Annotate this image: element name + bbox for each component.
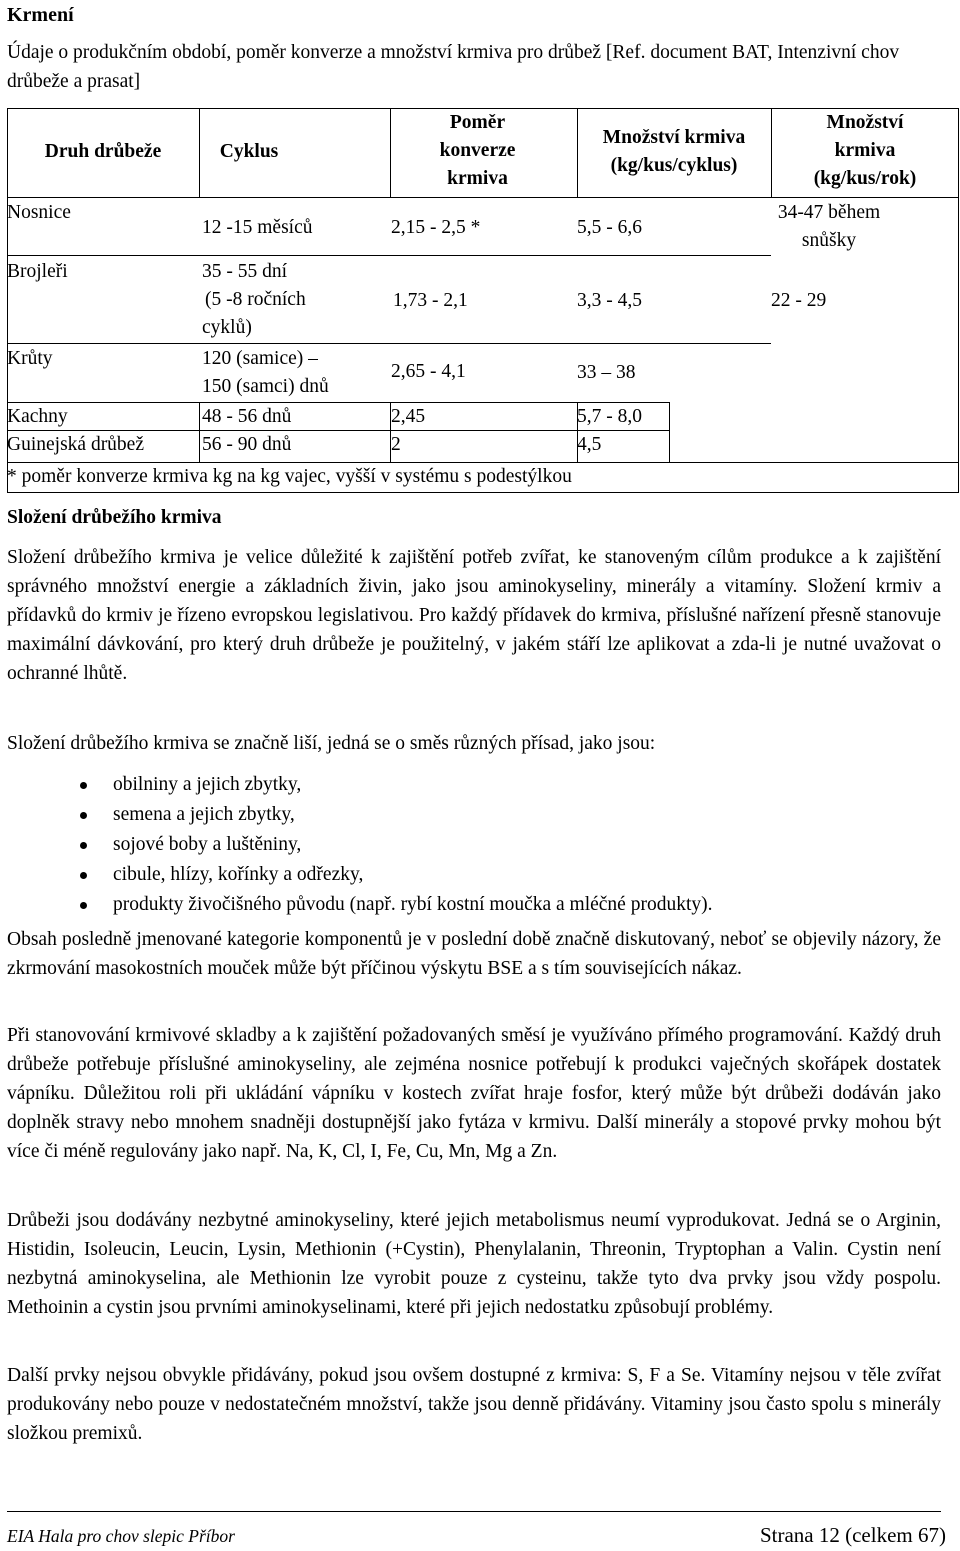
feed-table bbox=[7, 108, 959, 493]
cell-pomer: 2,15 - 2,5 * bbox=[391, 217, 481, 238]
list-item-text: cibule, hlízy, kořínky a odřezky, bbox=[113, 864, 364, 885]
footer-document-name: EIA Hala pro chov slepic Příbor bbox=[7, 1526, 235, 1546]
cell-druh: Kachny bbox=[7, 406, 68, 427]
ingredient-list bbox=[7, 770, 713, 920]
list-item-text: sojové boby a luštěniny, bbox=[113, 834, 302, 855]
cell-druh: Krůty bbox=[7, 348, 53, 369]
paragraph: Složení drůbežího krmiva je velice důležité k zajištění potřeb zvířat, ke stanoveným cílům produkce a k zajištění správného množství energie a základních živin, jako jsou aminokyseliny, minerály a vitamíny. Složení krmiv a přídavků do krmiv je řízeno evropskou legislativou. Pro každý přídavek do krmiva, příslušné nařízení přesně stanovuje maximální dávkování, pro který druh drůbeže je použitelný, v jakém stáří lze aplikovat a zda-li je nutné uvažovat o ochranné lhůtě. bbox=[7, 547, 941, 684]
footer-page-number: Strana 12 (celkem 67) bbox=[759, 1523, 946, 1547]
header-line: (kg/kus/rok) bbox=[813, 168, 917, 189]
cell-cyklus: 12 -15 měsíců bbox=[202, 217, 313, 238]
header-druh: Druh drůbeže bbox=[44, 141, 162, 162]
header-line: (kg/kus/cyklus) bbox=[610, 155, 738, 176]
list-item-text: semena a jejich zbytky, bbox=[113, 804, 295, 825]
cell-druh: Nosnice bbox=[7, 202, 71, 223]
cell-cyklus: 48 - 56 dnů bbox=[202, 406, 292, 427]
header-pomer-line: konverze bbox=[439, 140, 516, 161]
paragraph: Při stanovování krmivové skladby a k zajištění požadovaných směsí je využíváno přímého programování. Každý druh drůbeže potřebuje příslušné aminokyseliny, ale zejména nosnice potřebují k produkci vaječných skořápek dostatek vápníku. Důležitou roli při ukládání vápníku v kostech zvířat hraje fosfor, který může být drůbeži dodáván jako doplněk stravy nebo mnohem snadněji dostupnější jako fytáza v krmivu. Další minerály a stopové prvky mohou být více či méně regulovány jako např. Na, K, Cl, I, Fe, Cu, Mn, Mg a Zn. bbox=[7, 1025, 941, 1162]
cell-cyklus-line: 35 - 55 dní bbox=[202, 261, 288, 282]
section-title: Složení drůbežího krmiva bbox=[7, 507, 222, 528]
cell-pomer: 2,45 bbox=[391, 406, 426, 427]
list-item bbox=[7, 800, 713, 830]
table-footnote: * poměr konverze krmiva kg na kg vajec, vyšší v systému s podestýlkou bbox=[7, 466, 572, 487]
table-divider bbox=[7, 430, 669, 431]
cell-mnozstvi: 5,5 - 6,6 bbox=[577, 217, 642, 238]
header-pomer-line: krmiva bbox=[447, 168, 508, 189]
header-line: krmiva bbox=[834, 140, 896, 161]
bullet-icon bbox=[80, 782, 87, 789]
cell-mnozstvi: 3,3 - 4,5 bbox=[577, 290, 642, 311]
paragraph: Obsah posledně jmenované kategorie komponentů je v poslední době značně diskutovaný, neboť se objevily názory, že zkrmování masokostních mouček může být příčinou výskytu BSE a s tím souvisejících nákaz. bbox=[7, 929, 941, 979]
cell-rok-line: snůšky bbox=[801, 230, 857, 251]
header-line: Množství krmiva bbox=[602, 127, 746, 148]
cell-rok bbox=[771, 199, 887, 255]
list-item bbox=[7, 860, 713, 890]
page-title: Krmení bbox=[7, 4, 74, 26]
header-mnozstvi-rok bbox=[771, 109, 959, 193]
bullet-icon bbox=[80, 902, 87, 909]
cell-cyklus-line: (5 -8 ročních bbox=[205, 289, 306, 310]
cell-pomer: 2,65 - 4,1 bbox=[391, 361, 466, 382]
cell-mnozstvi: 33 – 38 bbox=[577, 362, 636, 383]
cell-mnozstvi: 5,7 - 8,0 bbox=[577, 406, 642, 427]
table-divider bbox=[7, 197, 959, 198]
cell-cyklus: 56 - 90 dnů bbox=[202, 434, 292, 455]
table-divider bbox=[7, 343, 771, 344]
table-divider bbox=[390, 402, 391, 462]
bullet-icon bbox=[80, 812, 87, 819]
list-item-text: produkty živočišného původu (např. rybí kostní moučka a mléčné produkty). bbox=[113, 894, 713, 915]
cell-druh: Guinejská drůbež bbox=[7, 434, 144, 455]
intro-text: Údaje o produkčním období, poměr konverze a množství krmiva pro drůbež [Ref. document BAT, Intenzivní chov drůbeže a prasat] bbox=[7, 42, 900, 92]
paragraph: Drůbeži jsou dodávány nezbytné aminokyseliny, které jejich metabolismus neumí vyprodukovat. Jedná se o Arginin, Histidin, Isoleucin, Leucin, Lysin, Methionin (+Cystin), Phenylalanin, Threonin, Tryptophan a Valin. Cystin není nezbytná aminokyselina, ale Methionin lze vyrobit pouze z cysteinu, takže tyto dva prvky jsou vždy pospolu. Methoinin a cystin jsou prvními aminokyselinami, které při jejich nedostatku způsobují problémy. bbox=[7, 1210, 941, 1318]
list-item bbox=[7, 770, 713, 800]
list-item bbox=[7, 890, 713, 920]
table-divider bbox=[669, 402, 670, 462]
list-item-text: obilniny a jejich zbytky, bbox=[113, 774, 302, 795]
list-item bbox=[7, 830, 713, 860]
bullet-icon bbox=[80, 842, 87, 849]
cell-cyklus-line: 120 (samice) – bbox=[202, 348, 318, 369]
table-divider bbox=[577, 402, 578, 462]
bullet-icon bbox=[80, 872, 87, 879]
header-cyklus: Cyklus bbox=[219, 141, 279, 162]
header-pomer bbox=[390, 109, 565, 193]
cell-pomer: 2 bbox=[391, 434, 401, 455]
cell-cyklus bbox=[202, 345, 329, 401]
cell-druh: Brojleři bbox=[7, 261, 68, 282]
header-mnozstvi-cyklus bbox=[577, 124, 771, 180]
cell-pomer: 1,73 - 2,1 bbox=[393, 290, 468, 311]
cell-cyklus-line: cyklů) bbox=[202, 317, 252, 338]
table-divider bbox=[7, 402, 669, 403]
cell-cyklus bbox=[202, 258, 306, 342]
header-line: Množství bbox=[826, 112, 904, 133]
paragraph: Další prvky nejsou obvykle přidávány, pokud jsou ovšem dostupné z krmiva: S, F a Se. Vitamíny nejsou v těle zvířat produkovány nebo pouze v nedostatečném množství, takže jsou denně přidávány. Vitaminy jsou často spolu s minerály složkou premixů. bbox=[7, 1365, 941, 1444]
cell-mnozstvi: 4,5 bbox=[577, 434, 602, 455]
table-divider bbox=[7, 255, 771, 256]
cell-rok: 22 - 29 bbox=[771, 290, 827, 311]
header-pomer-line: Poměr bbox=[449, 112, 506, 133]
table-divider bbox=[199, 402, 200, 462]
cell-cyklus-line: 150 (samci) dnů bbox=[202, 376, 329, 397]
paragraph: Složení drůbežího krmiva se značně liší, jedná se o směs různých přísad, jako jsou: bbox=[7, 733, 656, 754]
footer-rule bbox=[7, 1511, 941, 1513]
cell-rok-line: 34-47 během bbox=[777, 202, 881, 223]
